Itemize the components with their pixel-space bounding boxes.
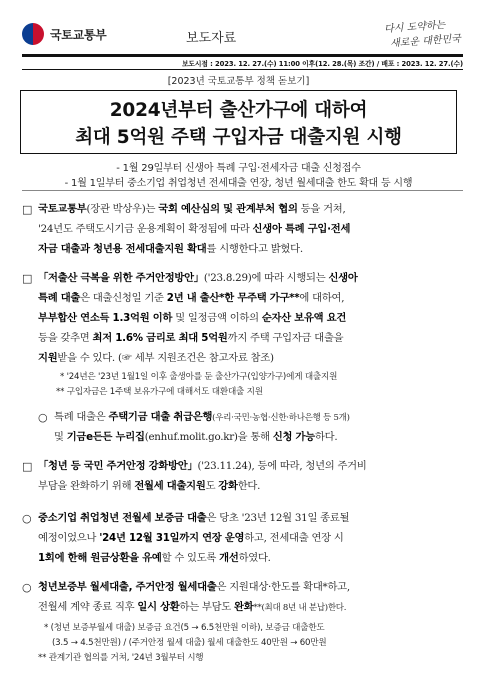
p5-l3-b: 할 수 있도록 (161, 552, 220, 564)
p6-l1-a: 청년보증부 월세대출, 주거안정 월세대출 (38, 581, 217, 593)
category-label: [2023년 국토교통부 정책 돋보기] (167, 76, 310, 87)
square-bullet-icon: □ (22, 460, 33, 473)
paragraph-2-line-2 (38, 288, 344, 308)
p5-l1-a: 중소기업 취업청년 전월세 보증금 대출 (38, 512, 207, 524)
p3-l2-e: 하다. (314, 431, 338, 443)
paragraph-2-line-1 (38, 268, 358, 288)
p2-l5-b: 받을 수 있다. (☞ 세부 지원조건은 참고자료 참조) (57, 352, 274, 364)
paragraph-6-line-1 (38, 577, 350, 597)
ministry-logo (22, 22, 108, 46)
ministry-name: 국토교통부 (50, 28, 107, 42)
footnote: (3.5 → 4.5천만원) / (주거안정 월세 대출) 월세 대출한도 40만원 → 60만원 (52, 638, 327, 648)
circle-bullet-icon: ○ (38, 411, 48, 424)
taegeuk-emblem-icon (22, 23, 44, 45)
footnote: ** 관계기관 협의를 거쳐, '24년 3월부터 시행 (38, 653, 204, 663)
p2-l1-c: 신생아 (328, 272, 358, 284)
p5-l2-c: 하고, 전세대출 연장 시 (244, 532, 344, 544)
p3-l1-a: 특례 대출은 (54, 411, 109, 423)
slogan-line-2: 새로운 대한민국 (389, 33, 462, 50)
paragraph-5-line-2 (38, 528, 344, 548)
p2-l1-a: 「저출산 극복을 위한 주거안정방안」 (38, 272, 204, 284)
p4-l2-e: 한다. (237, 480, 261, 492)
p2-l2-c: 2년 내 출산*한 무주택 가구** (166, 292, 300, 304)
p3-l1-c: (우리·국민·농협·신한·하나은행 등 5개) (212, 413, 350, 423)
p6-l2-d: 완화 (234, 601, 254, 613)
p3-l1-b: 주택기금 대출 취급은행 (108, 411, 213, 423)
paragraph-1-line-3 (38, 239, 303, 259)
square-bullet-icon: □ (22, 272, 33, 285)
p1-l1-b: (장관 박상우)는 (86, 203, 159, 215)
p2-l2-d: 에 대하여, (299, 292, 345, 304)
paragraph-5-line-1 (38, 508, 349, 528)
paragraph-4-line-2 (38, 476, 260, 496)
slogan-line-1: 다시 도약하는 (383, 19, 446, 36)
paragraph-3-line-1 (54, 407, 350, 428)
p4-l1-a: 「청년 등 국민 주거안정 강화방안」 (38, 460, 198, 472)
header-rule (22, 54, 463, 57)
footnote: * (청년 보증부월세 대출) 보증금 요건(5 → 6.5천만원 이하), 보증금 대출한도 (44, 623, 325, 633)
footnote: * '24년은 '23년 1월1일 이후 출생아를 둔 출산가구(입양가구)에게 대출지원 (60, 372, 338, 382)
subtitle-rule (22, 190, 463, 191)
paragraph-2-line-5 (38, 348, 274, 368)
headline-line-1: 2024년부터 출산가구에 대하여 (109, 100, 368, 121)
paragraph-2-line-3 (38, 308, 346, 328)
p1-l1-d: 등을 거쳐, (297, 203, 346, 215)
p4-l2-a: 부담을 완화하기 위해 (38, 480, 135, 492)
p1-l3-b: 를 시행한다고 밝혔다. (206, 243, 303, 255)
p4-l2-b: 전월세 대출지원 (134, 480, 206, 492)
p4-l2-d: 강화 (218, 480, 238, 492)
embargo-rule (22, 69, 463, 70)
p1-l2-a: '24년도 주택도시기금 운용계획이 확정됨에 따라 (38, 223, 253, 235)
p3-l2-d: 신청 가능 (272, 431, 315, 443)
p2-l3-b: 및 일정금액 이하의 (172, 312, 262, 324)
embargo-line: 보도시점 : 2023. 12. 27.(수) 11:00 이후(12. 28.(목) 조간) / 배포 : 2023. 12. 27.(수) (181, 60, 463, 68)
p6-l2-c: 하는 부담도 (179, 601, 235, 613)
p4-l1-b: ('23.11.24), 등에 따라, 청년의 주거비 (197, 460, 367, 472)
p5-l2-b: '24년 12월 31일까지 연장 운영 (99, 532, 245, 544)
paragraph-2-line-4 (38, 328, 343, 348)
paragraph-1-line-1 (38, 199, 346, 219)
p5-l2-a: 예정이었으나 (38, 532, 100, 544)
p1-l2-b: 신생아 특례 구입·전세 (252, 223, 351, 235)
government-slogan (383, 18, 462, 52)
p2-l4-c: 까지 주택 구입자금 대출을 (227, 332, 344, 344)
p4-l2-c: 도 (205, 480, 219, 492)
p1-l1-a: 국토교통부 (38, 203, 87, 215)
p5-l1-b: 은 당초 '23년 12월 31일 종료될 (206, 512, 350, 524)
paragraph-1-line-2 (38, 219, 350, 239)
p1-l1-c: 국회 예산심의 및 관계부처 협의 (158, 203, 298, 215)
p2-l1-b: ('23.8.29)에 따라 시행되는 (203, 272, 329, 284)
p6-l2-b: 일시 상환 (137, 601, 180, 613)
headline-box (20, 90, 457, 154)
headline-line-2: 최대 5억원 주택 구입자금 대출지원 시행 (75, 127, 402, 148)
p2-l2-b: 은 대출신청일 기준 (80, 292, 167, 304)
paragraph-4-line-1 (38, 456, 367, 476)
p3-l2-a: 및 (54, 431, 67, 443)
p2-l3-a: 부부합산 연소득 1.3억원 이하 (38, 312, 173, 324)
paragraph-6-line-2 (38, 597, 346, 618)
p1-l3-a: 자금 대출과 청년용 전세대출지원 확대 (38, 243, 207, 255)
p2-l4-a: 등을 갖추면 (38, 332, 93, 344)
p6-l2-a: 전월세 계약 종료 직후 (38, 601, 138, 613)
p6-l2-e: **(최대 8년 내 분납)한다. (253, 603, 347, 613)
circle-bullet-icon: ○ (22, 512, 32, 525)
p5-l3-c: 개선 (219, 552, 239, 564)
circle-bullet-icon: ○ (22, 581, 32, 594)
subtitle-2: - 1월 1일부터 중소기업 취업청년 전세대출 연장, 청년 월세대출 한도 확대 등 시행 (64, 178, 413, 189)
p5-l3-d: 하였다. (238, 552, 271, 564)
p3-l2-b: 기금e든든 누리집 (66, 431, 145, 443)
footnote: ** 구입자금은 1주택 보유가구에 대해서도 대환대출 지원 (56, 387, 263, 397)
p3-l2-c: (enhuf.molit.go.kr)을 통해 (144, 431, 273, 443)
p2-l3-c: 순자산 보유액 요건 (261, 312, 347, 324)
p2-l4-b: 최저 1.6% 금리로 최대 5억원 (92, 332, 228, 344)
subtitle-1: - 1월 29일부터 신생아 특례 구입·전세자금 대출 신청접수 (116, 163, 361, 174)
document-type: 보도자료 (186, 31, 237, 46)
square-bullet-icon: □ (22, 203, 33, 216)
p5-l3-a: 1회에 한해 원금상환을 유예 (38, 552, 162, 564)
paragraph-3-line-2 (54, 427, 337, 447)
p2-l5-a: 지원 (38, 352, 58, 364)
p2-l2-a: 특례 대출 (38, 292, 81, 304)
paragraph-5-line-3 (38, 548, 271, 568)
p6-l1-b: 은 지원대상·한도를 확대*하고, (216, 581, 350, 593)
